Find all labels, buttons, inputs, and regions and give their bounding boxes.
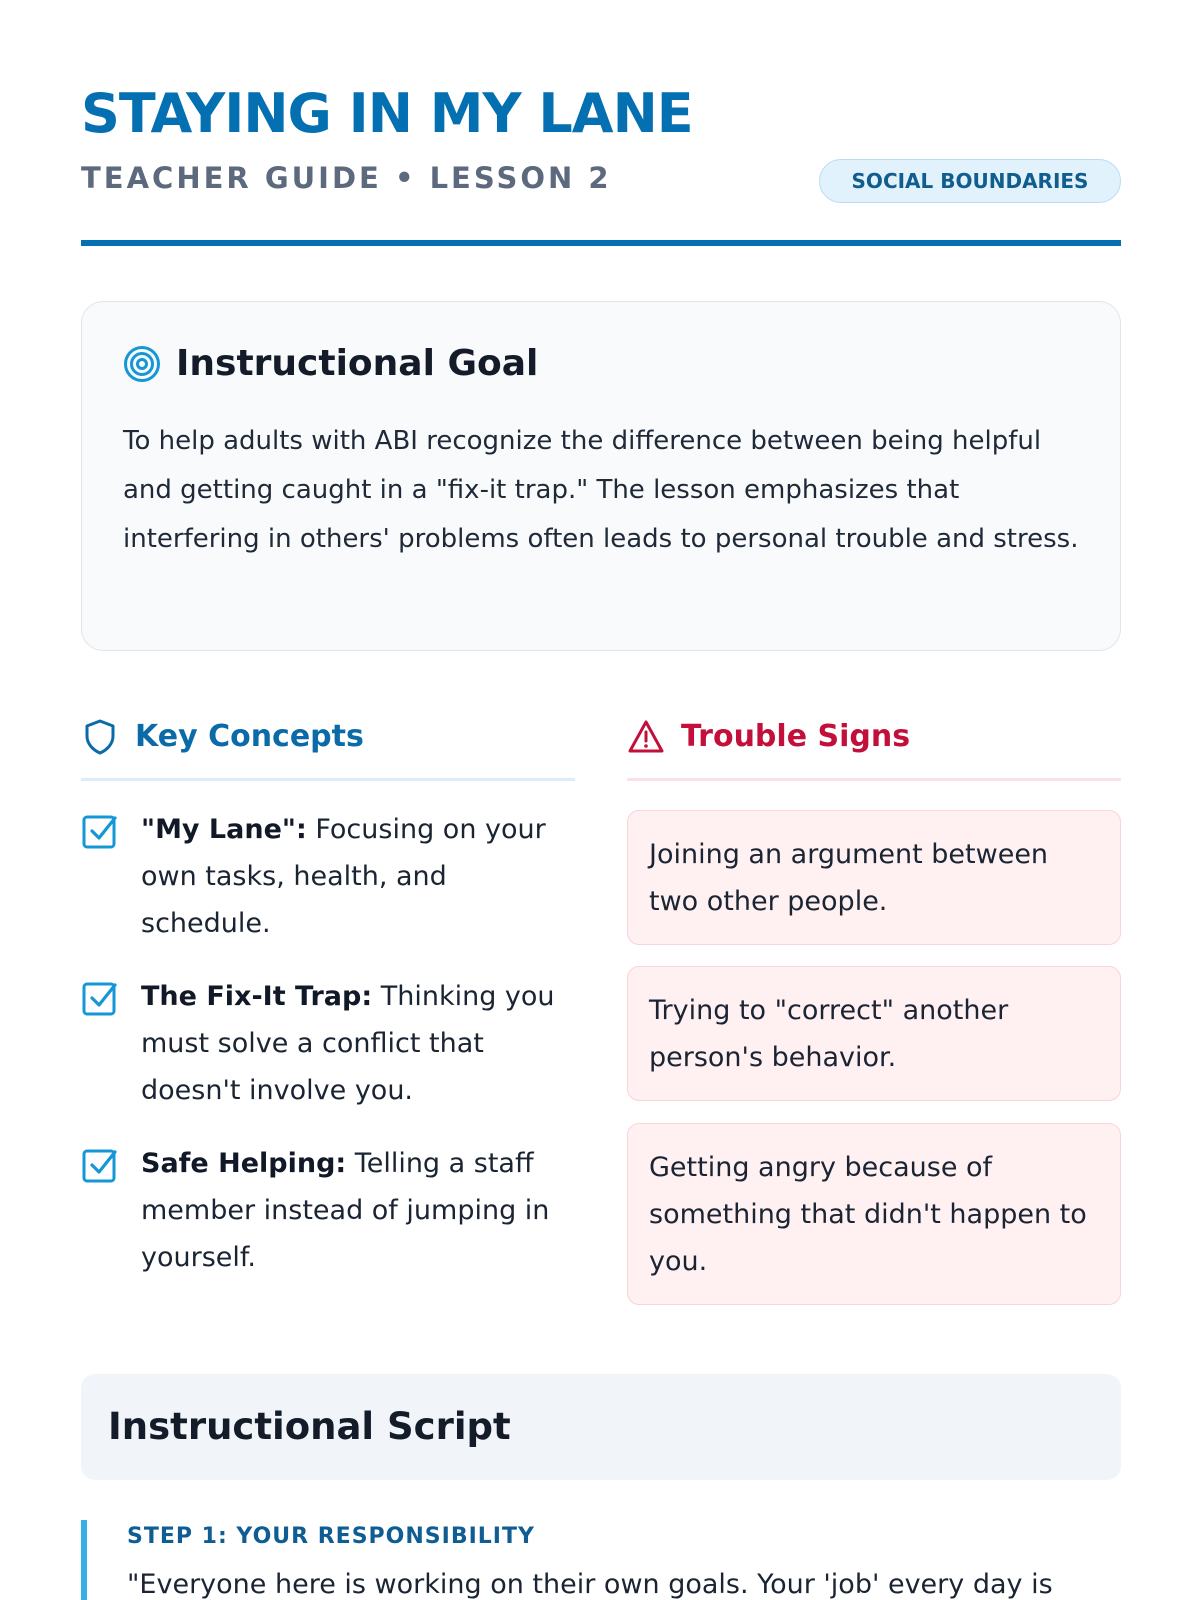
concept-text — [141, 973, 581, 1114]
checkbox-checked-icon — [81, 812, 119, 850]
concept-term: "My Lane": — [141, 814, 307, 845]
warning-triangle-icon — [627, 718, 665, 756]
checkbox-checked-icon — [81, 1146, 119, 1184]
concept-term: Safe Helping: — [141, 1148, 347, 1179]
goal-header — [122, 342, 538, 386]
trouble-signs-title: Trouble Signs — [681, 719, 911, 754]
key-concepts-divider — [81, 778, 575, 781]
page-title: STAYING IN MY LANE — [81, 82, 693, 145]
checkbox-checked-icon — [81, 979, 119, 1017]
trouble-signs-divider — [627, 778, 1121, 781]
concept-description: Focusing on your own tasks, health, and schedule. — [141, 814, 546, 939]
trouble-sign-text: Trying to "correct" another person's behavior. — [649, 995, 1009, 1073]
trouble-sign-card — [627, 966, 1121, 1101]
instructional-script-header — [81, 1374, 1121, 1480]
shield-icon — [81, 718, 119, 756]
page-subtitle: TEACHER GUIDE • LESSON 2 — [81, 161, 612, 195]
goal-description: To help adults with ABI recognize the difference between being helpful and getting caught in a "fix-it trap." The lesson emphasizes that interfering in others' problems often leads to personal trouble and stress. — [123, 426, 1079, 554]
step-label: STEP 1: YOUR RESPONSIBILITY — [127, 1524, 535, 1549]
concept-text — [141, 1140, 581, 1281]
key-concepts-header — [81, 717, 364, 757]
instructional-goal-card — [81, 301, 1121, 651]
trouble-sign-text: Getting angry because of something that didn't happen to you. — [649, 1152, 1087, 1277]
concept-description: Telling a staff member instead of jumping in yourself. — [141, 1148, 550, 1273]
topic-badge: SOCIAL BOUNDARIES — [819, 159, 1121, 203]
trouble-sign-card — [627, 810, 1121, 945]
goal-title: Instructional Goal — [176, 343, 539, 384]
step-text: "Everyone here is working on their own goals. Your 'job' every day is — [127, 1569, 1053, 1600]
target-icon — [122, 344, 162, 384]
script-title: Instructional Script — [108, 1405, 511, 1448]
concept-text — [141, 806, 581, 947]
trouble-sign-text: Joining an argument between two other people. — [649, 839, 1049, 917]
concept-description: Thinking you must solve a conflict that doesn't involve you. — [141, 981, 555, 1106]
trouble-sign-card — [627, 1123, 1121, 1305]
trouble-signs-header — [627, 717, 910, 757]
lesson-page — [81, 0, 1121, 1600]
key-concepts-title: Key Concepts — [135, 719, 364, 754]
header-divider — [81, 240, 1121, 246]
step-accent-bar — [81, 1520, 87, 1600]
concept-term: The Fix-It Trap: — [141, 981, 373, 1012]
